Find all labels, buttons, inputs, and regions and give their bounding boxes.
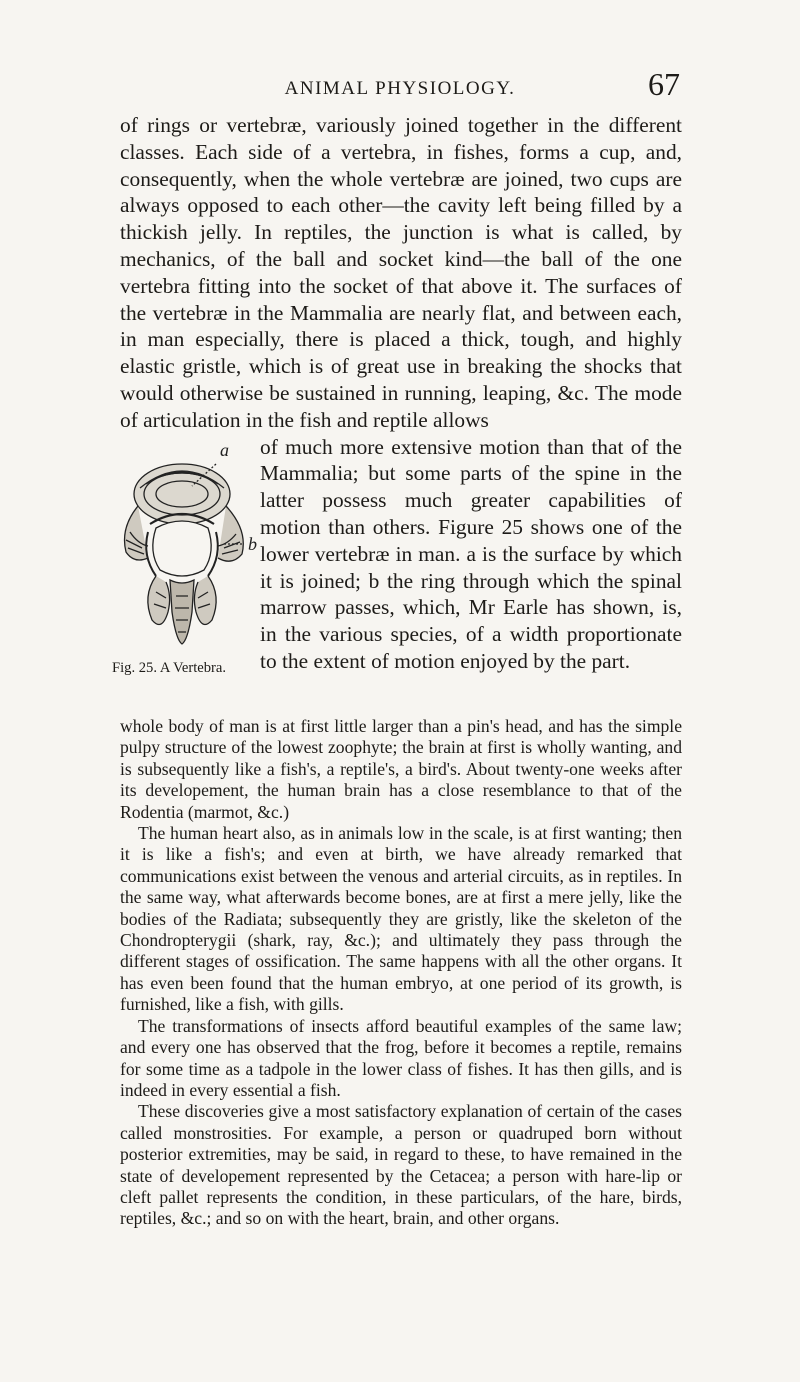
small-paragraph-3: The transformations of insects afford beautiful examples of the same law; and every one has observed that the frog, before it becomes a reptile, remains for some time as a tadpole in the lower class of fishes. It has then gills, and is indeed in every essential a fish.	[120, 1015, 682, 1100]
main-paragraph-top: of rings or vertebræ, variously joined together in the different classes. Each side of a vertebra, in fishes, forms a cup, and, consequently, when the whole vertebræ are joined, two cups are always opposed to each other—the cavity left being filled by a thickish jelly. In reptiles, the junction is what is called, by mechanics, of the ball and socket kind—the ball of the one vertebra fitting into the socket of that above it. The surfaces of the vertebræ in the Mammalia are nearly flat, and between each, in man especially, there is placed a thick, tough, and highly elastic gristle, which is of great use in breaking the shocks that would otherwise be sustained in running, leaping, &c. The mode of articulation in the fish and reptile allows	[120, 113, 682, 432]
figure-label-a: a	[220, 439, 229, 460]
vertebra-illustration	[112, 436, 262, 656]
small-paragraph-4: These discoveries give a most satisfactory explanation of certain of the cases called monstrosities. For example, a person or quadruped born without posterior extremities, may be said, in regard to these, to have remained in the state of developement represented by the Cetacea; a person with hare-lip or cleft pallet represents the condition, in these particulars, of the hare, birds, reptiles, &c.; and so on with the heart, brain, and other organs.	[120, 1101, 682, 1229]
figure-label-b: b	[248, 533, 257, 554]
figure-caption: Fig. 25. A Vertebra.	[112, 659, 227, 676]
page-number: 67	[648, 66, 680, 102]
main-text-block	[112, 112, 682, 677]
small-paragraph-2: The human heart also, as in animals low in the scale, is at first wanting; then it is like a fish's; and even at birth, we have already remarked that communications exist between the venous and arterial circuits, as in reptiles. In the same way, what afterwards become bones, are at first a mere jelly, like the bodies of the Radiata; subsequently they are gristly, like the skeleton of the Chondropterygii (shark, ray, &c.); and ultimately they pass through the different stages of ossification. The same happens with all the other organs. It has even been found that the human embryo, at one period of its growth, is furnished, like a fish, with gills.	[120, 823, 682, 1015]
running-title: ANIMAL PHYSIOLOGY.	[284, 78, 516, 99]
small-text-block	[120, 716, 682, 1230]
main-paragraph-wrap: of much more extensive motion than that of the Mammalia; but some parts of the spine in the latter possess much greater capabilities of motion than others. Figure 25 shows one of the lower vertebræ in man. a is the surface by which it is joined; b the ring through which the spinal marrow passes, which, Mr Earle has shown, is, in the various species, of a width proportionate to the extent of motion enjoyed by the part.	[260, 434, 682, 673]
running-head	[120, 66, 680, 106]
small-paragraph-1: whole body of man is at first little larger than a pin's head, and has the simple pulpy structure of the lowest zoophyte; the brain at first is wholly wanting, and is subsequently like a fish's, a reptile's, a bird's. About twenty-one weeks after its developement, the human brain has a close resemblance to that of the Rodentia (marmot, &c.)	[120, 716, 682, 822]
figure-25	[112, 436, 257, 677]
